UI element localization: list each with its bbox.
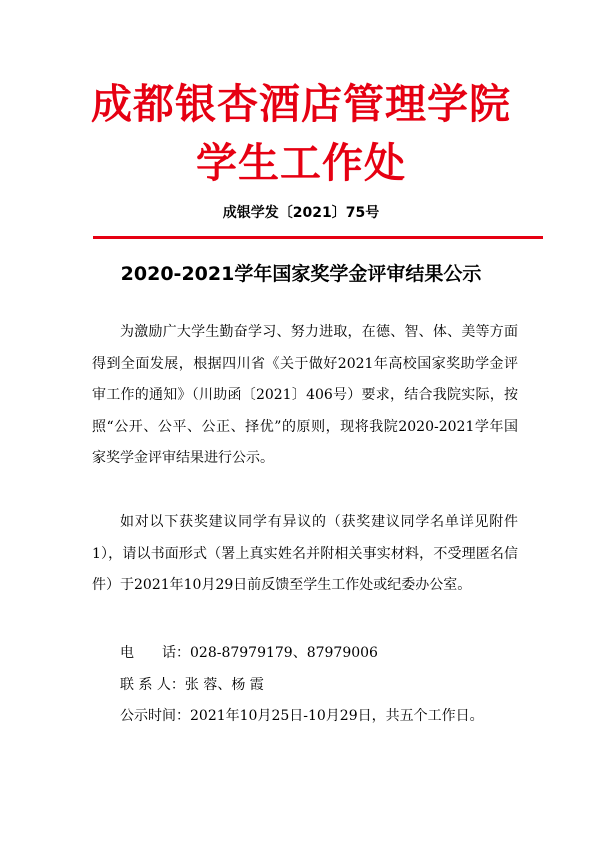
contact-value: 张 蓉、杨 霞: [184, 677, 264, 693]
document-number: 成银学发〔2021〕75号: [222, 205, 380, 221]
body-paragraph-1: 为激励广大学生勤奋学习、努力进取，在德、智、体、美等方面得到全面发展，根据四川省《关于做好2021年高校国家奖助学金评审工作的通知》（川助函〔2021〕406号）要求，结合我院实际，按照“公开、公平、公正、择优”的原则，现将我院2020-2021学年国家奖学金评审结果进行公示。: [92, 324, 518, 466]
red-divider: [93, 236, 543, 239]
contact-persons-line: [120, 670, 520, 702]
contact-phone-line: [120, 638, 520, 670]
contact-label: 联 系 人：: [120, 677, 185, 693]
phone-label: 电 话：: [120, 645, 190, 661]
body-paragraph-2: 如对以下获奖建议同学有异议的（获奖建议同学名单详见附件1），请以书面形式（署上真实姓名并附相关事实材料，不受理匿名信件）于2021年10月29日前反馈至学生工作处或纪委办公室。: [92, 514, 518, 593]
notice-title: 2020-2021学年国家奖学金评审结果公示: [120, 263, 482, 285]
body-paragraph-3: 公示时间：2021年10月25日-10月29日，共五个工作日。: [120, 708, 484, 724]
org-name-line1: 成都银杏酒店管理学院: [91, 80, 511, 128]
org-name-line2: 学生工作处: [196, 139, 406, 187]
phone-value: 028-87979179、87979006: [190, 645, 378, 661]
